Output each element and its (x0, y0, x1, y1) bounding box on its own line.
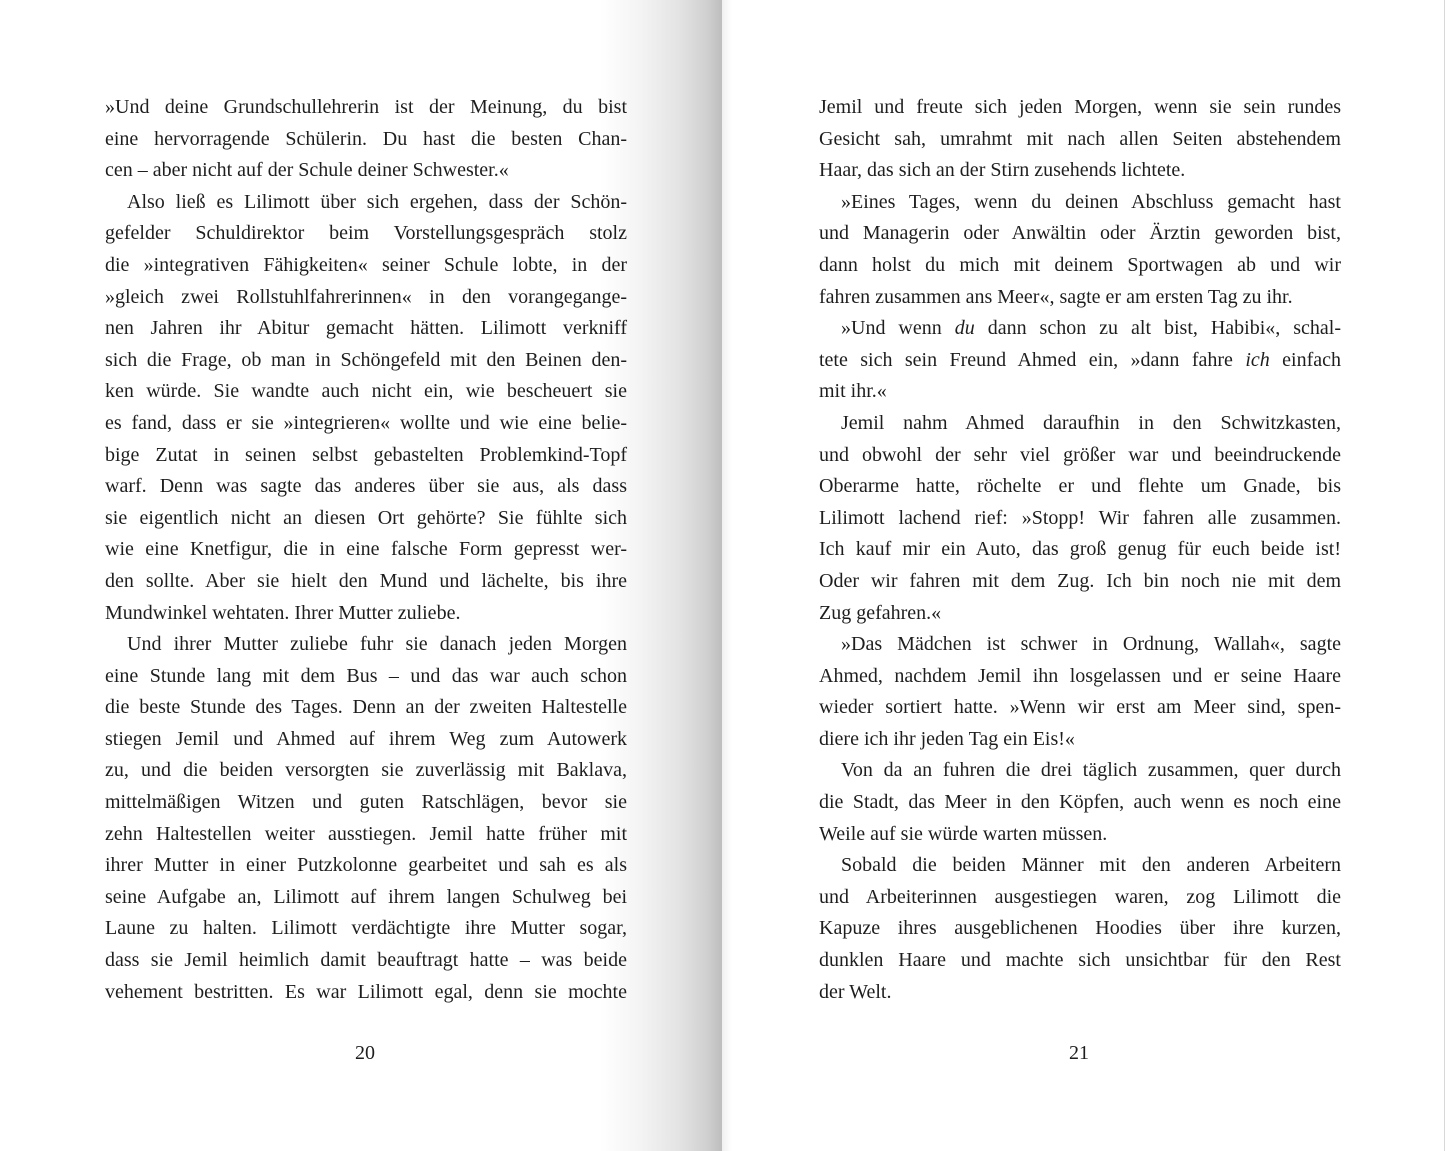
text-line: cen – aber nicht auf der Schule deiner Schwester.« (105, 159, 509, 182)
text-line: »Eines Tages, wenn du deinen Abschluss gemacht hast (841, 190, 1341, 213)
text-line: nen Jahren ihr Abitur gemacht hätten. Lilimott verkniff (105, 317, 627, 340)
text-line: wieder sortiert hatte. »Wenn wir erst am Meer sind, spen- (819, 696, 1341, 719)
text-line: gefelder Schuldirektor beim Vorstellungsgespräch stolz (105, 222, 627, 245)
text-line: Oder wir fahren mit dem Zug. Ich bin noch nie mit dem (819, 569, 1341, 592)
text-line: sich die Frage, ob man in Schöngefeld mit den Beinen den- (105, 348, 627, 371)
right-page (722, 0, 1445, 1151)
text-line: Jemil nahm Ahmed daraufhin in den Schwitzkasten, (841, 411, 1341, 434)
text-line: Von da an fuhren die drei täglich zusammen, quer durch (841, 759, 1341, 782)
text-line: Jemil und freute sich jeden Morgen, wenn sie sein rundes (819, 96, 1341, 118)
text-segment: einfach (1269, 348, 1341, 371)
text-line: Ahmed, nachdem Jemil ihn losgelassen und er seine Haare (819, 664, 1341, 687)
text-line: Haar, das sich an der Stirn zusehends lichtete. (819, 159, 1186, 182)
text-line: »gleich zwei Rollstuhlfahrerinnen« in den vorangegange- (105, 285, 627, 308)
text-line: eine hervorragende Schülerin. Du hast die besten Chan- (105, 127, 627, 150)
text-line: eine Stunde lang mit dem Bus – und das war auch schon (105, 664, 627, 687)
text-line: den sollte. Aber sie hielt den Mund und lächelte, bis ihre (105, 569, 627, 592)
text-segment: dann schon zu alt bist, Habibi«, schal- (974, 317, 1342, 340)
left-page-number: 20 (355, 1042, 375, 1064)
text-line: vehement bestritten. Es war Lilimott egal, denn sie mochte (105, 980, 627, 1003)
text-segment: tete sich sein Freund Ahmed ein, »dann fahre (819, 348, 1246, 371)
text-line: diere ich ihr jeden Tag ein Eis!« (819, 727, 1075, 750)
text-line: der Welt. (819, 980, 892, 1003)
text-line: stiegen Jemil und Ahmed auf ihrem Weg zum Autowerk (105, 727, 627, 750)
text-line: es fand, dass er sie »integrieren« wollte und wie eine belie- (105, 411, 627, 434)
text-line: Kapuze ihres ausgeblichenen Hoodies über ihre kurzen, (819, 917, 1341, 940)
text-line: und Arbeiterinnen ausgestiegen waren, zog Lilimott die (819, 885, 1341, 908)
text-line: Zug gefahren.« (819, 601, 942, 624)
text-line: Oberarme hatte, röchelte er und flehte um Gnade, bis (819, 475, 1341, 498)
right-page-number: 21 (1069, 1042, 1089, 1064)
italic-emphasis: ich (1245, 348, 1270, 371)
text-line: mit ihr.« (819, 380, 887, 403)
text-line: sie eigentlich nicht an diesen Ort gehörte? Sie fühlte sich (105, 506, 627, 529)
text-line: Mundwinkel wehtaten. Ihrer Mutter zuliebe. (105, 601, 461, 624)
text-line: Laune zu halten. Lilimott verdächtigte ihre Mutter sogar, (105, 917, 627, 940)
text-line (819, 313, 1341, 345)
text-line: Und ihrer Mutter zuliebe fuhr sie danach jeden Morgen (127, 633, 627, 656)
text-line (819, 345, 1341, 377)
text-line: Gesicht sah, umrahmt mit nach allen Seiten abstehendem (819, 127, 1341, 150)
text-line: zehn Haltestellen weiter ausstiegen. Jemil hatte früher mit (105, 822, 627, 845)
text-line: dunklen Haare und machte sich unsichtbar für den Rest (819, 949, 1341, 972)
text-segment: »Und wenn (841, 317, 955, 340)
text-line: ken würde. Sie wandte auch nicht ein, wie bescheuert sie (105, 380, 627, 403)
text-line: Sobald die beiden Männer mit den anderen Arbeitern (841, 854, 1341, 877)
text-line: Weile auf sie würde warten müssen. (819, 822, 1108, 845)
text-line: fahren zusammen ans Meer«, sagte er am ersten Tag zu ihr. (819, 285, 1293, 308)
text-line: und Managerin oder Anwältin oder Ärztin geworden bist, (819, 222, 1341, 245)
italic-emphasis: du (954, 317, 975, 340)
left-page-text (105, 92, 627, 1008)
text-line: und obwohl der sehr viel größer war und beeindruckende (819, 443, 1341, 466)
text-line: »Das Mädchen ist schwer in Ordnung, Wallah«, sagte (841, 633, 1341, 656)
text-line: wie eine Knetfigur, die in eine falsche Form gepresst wer- (105, 538, 627, 561)
text-line: Lilimott lachend rief: »Stopp! Wir fahren alle zusammen. (819, 506, 1341, 529)
text-line: die Stadt, das Meer in den Köpfen, auch wenn es noch eine (819, 791, 1341, 814)
right-page-text (819, 92, 1341, 1008)
text-line: »Und deine Grundschullehrerin ist der Meinung, du bist (105, 96, 627, 118)
text-line: bige Zutat in seinen selbst gebastelten Problemkind-Topf (105, 443, 627, 466)
text-line: Ich kauf mir ein Auto, das groß genug für euch beide ist! (819, 538, 1341, 561)
left-page (0, 0, 722, 1151)
text-line: dann holst du mich mit deinem Sportwagen ab und wir (819, 253, 1341, 276)
text-line: die beste Stunde des Tages. Denn an der zweiten Haltestelle (105, 696, 627, 719)
text-line: warf. Denn was sagte das anderes über sie aus, als dass (105, 475, 627, 498)
text-line: ihrer Mutter in einer Putzkolonne gearbeitet und sah es als (105, 854, 627, 877)
text-line: dass sie Jemil heimlich damit beauftragt hatte – was beide (105, 949, 627, 972)
text-line: zu, und die beiden versorgten sie zuverlässig mit Baklava, (105, 759, 627, 782)
text-line: mittelmäßigen Witzen und guten Ratschlägen, bevor sie (105, 791, 627, 814)
text-line: seine Aufgabe an, Lilimott auf ihrem langen Schulweg bei (105, 885, 627, 908)
text-line: Also ließ es Lilimott über sich ergehen, dass der Schön- (127, 190, 627, 213)
text-line: die »integrativen Fähigkeiten« seiner Schule lobte, in der (105, 253, 627, 276)
